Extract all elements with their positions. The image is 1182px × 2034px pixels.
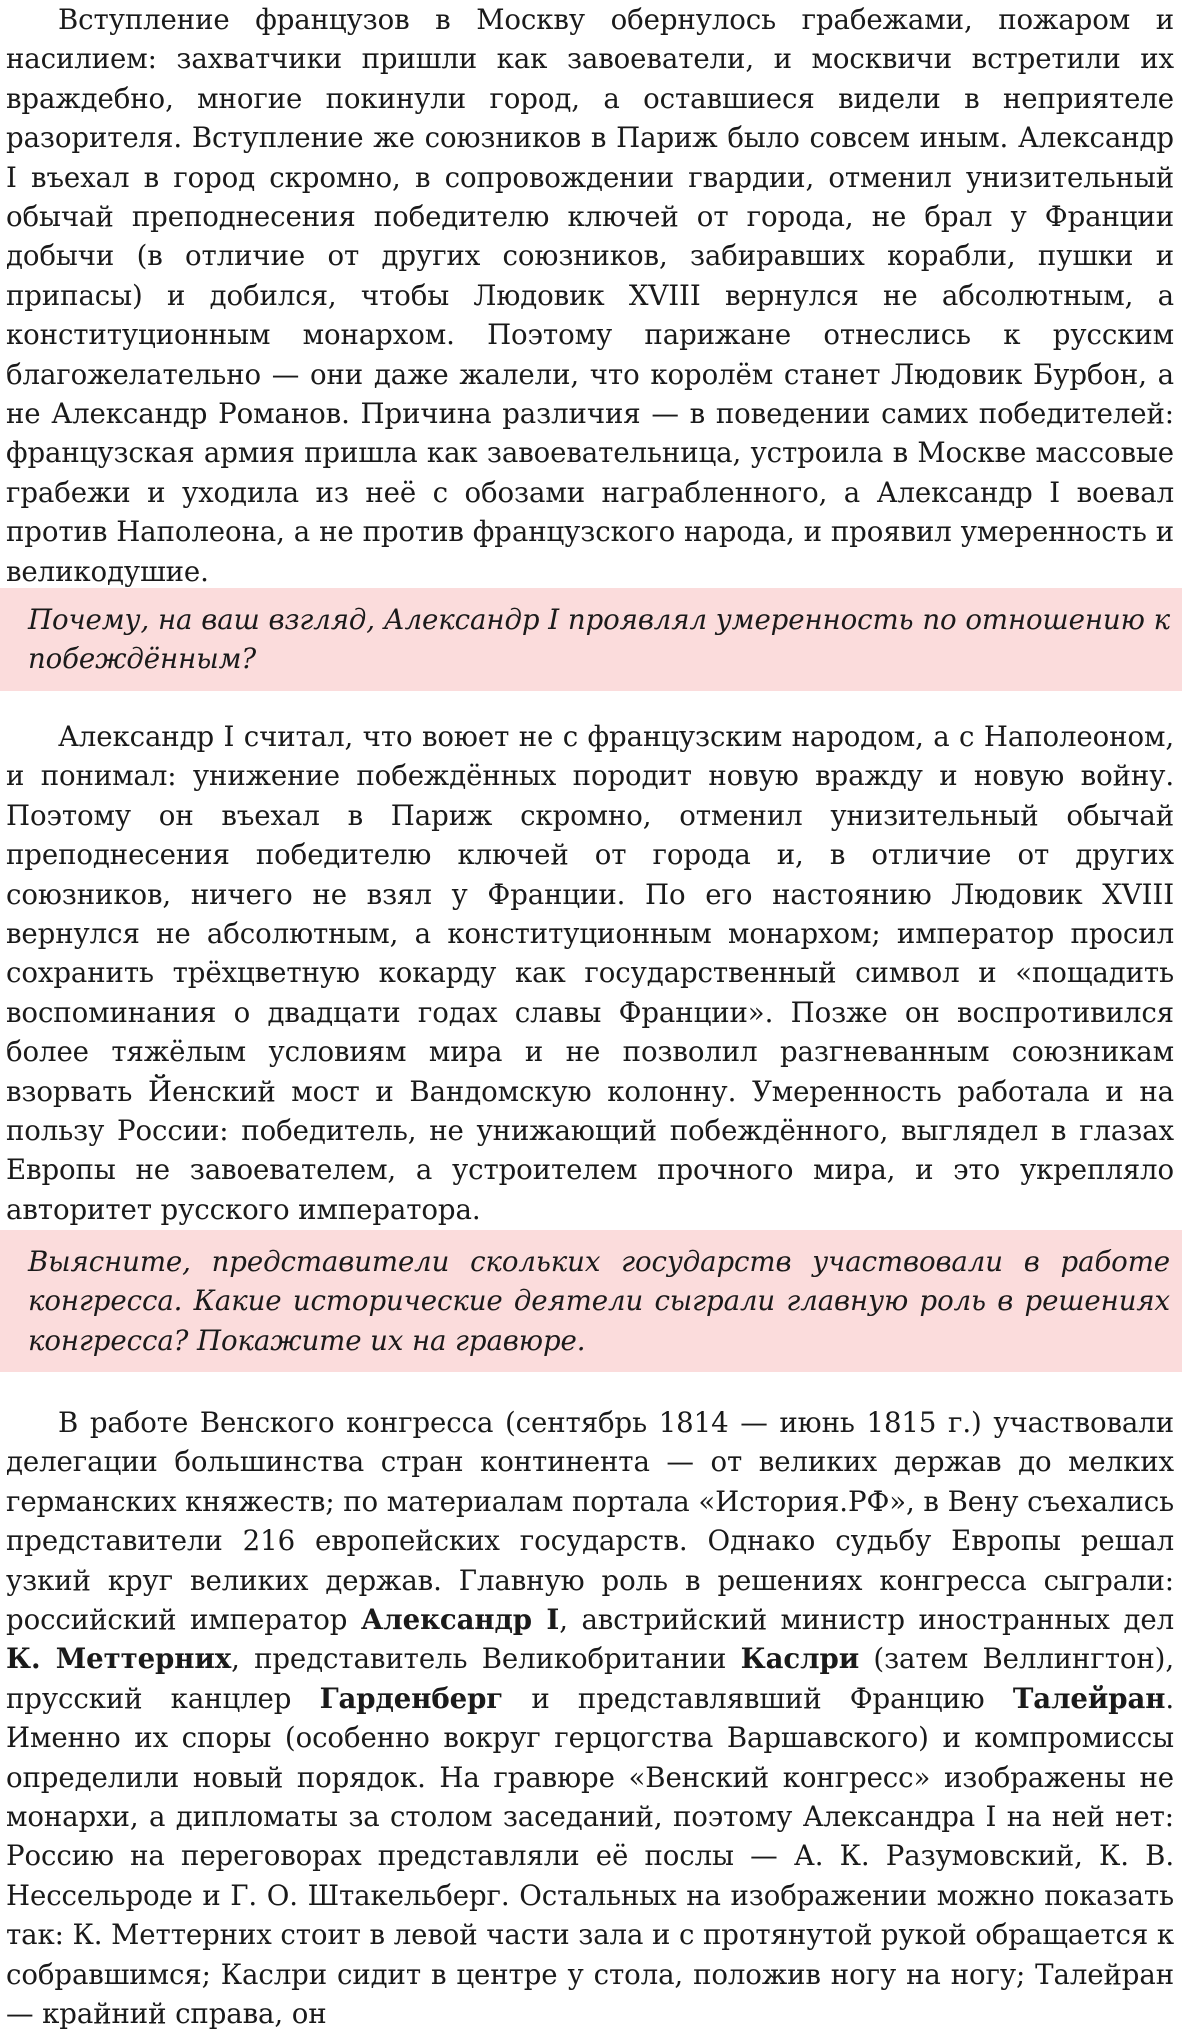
paragraph-text: , представитель Великобритании — [231, 1642, 741, 1676]
question-box-2: Выясните, представители скольких государств участвовали в работе конгресса. Какие исторические деятели сыграли главную роль в решениях конгресса? Покажите их на гравюре. — [0, 1230, 1182, 1372]
answer-paragraph-1: Вступление французов в Москву обернулось грабежами, пожаром и насилием: захватчики пришли как завоеватели, и москвичи встретили их враждебно, многие покинули город, а оставшиеся видели в неприятеле разорителя. Вступление же союзников в Париж было совсем иным. Александр I въехал в город скромно, в сопровождении гвардии, отменил унизительный обычай преподнесения победителю ключей от города, не брал у Франции добычи (в отличие от других союзников, забиравших корабли, пушки и припасы) и добился, чтобы Людовик XVIII вернулся не абсолютным, а конституционным монархом. Поэтому парижане отнеслись к русским благожелательно — они даже жалели, что королём станет Людовик Бурбон, а не Александр Романов. Причина различия — в поведении самих победителей: французская армия пришла как завоевательница, устроила в Москве массовые грабежи и уходила из неё с обозами награбленного, а Александр I воевал против Наполеона, а не против французского народа, и проявил умеренность и великодушие. — [6, 3, 1174, 588]
paragraph-text: , австрийский министр иностранных дел — [559, 1603, 1174, 1637]
highlighted-name: К. Меттерних — [6, 1642, 232, 1676]
highlighted-name: Талейран — [1012, 1681, 1166, 1715]
paragraph-text: и представлявший Францию — [503, 1681, 1013, 1715]
highlighted-name: Александр I — [360, 1603, 560, 1637]
paragraph-text: . Именно их споры (особенно вокруг герцогства Варшавского) и компромиссы определили новый порядок. На гравюре «Венский конгресс» изображены не монархи, а дипломаты за столом заседаний, поэтому Александра I на ней нет: Россию на переговорах представляли её послы — А. К. Разумовский, К. В. Нессельроде и Г. О. Штакельберг. Остальных на изображении можно показать так: К. Меттерних стоит в левой части зала и с протянутой рукой обращается к собравшимся; Каслри сидит в центре у стола, положив ногу на ногу; Талейран — крайний справа, он — [6, 1681, 1174, 2031]
paragraph-text: (затем Веллингтон), прусский канцлер — [6, 1642, 1174, 1715]
paragraph-text: В работе Венского конгресса (сентябрь 1814 — июнь 1815 г.) участвовали делегации большинства стран континента — от великих держав до мелких германских княжеств; по материалам портала «История.РФ», в Вену съехались представители 216 европейских государств. Однако судьбу Европы решал узкий круг великих держав. Главную роль в решениях конгресса сыграли: российский император — [6, 1406, 1174, 1637]
answer-paragraph-3 — [0, 1403, 1182, 2034]
highlighted-name: Каслри — [740, 1642, 860, 1676]
question-box-1: Почему, на ваш взгляд, Александр I проявлял умеренность по отношению к побеждённым? — [0, 588, 1182, 691]
answer-paragraph-2: Александр I считал, что воюет не с французским народом, а с Наполеоном, и понимал: унижение побеждённых породит новую вражду и новую войну. Поэтому он въехал в Париж скромно, отменил унизительный обычай преподнесения победителю ключей от города и, в отличие от других союзников, ничего не взял у Франции. По его настоянию Людовик XVIII вернулся не абсолютным, а конституционным монархом; император просил сохранить трёхцветную кокарду как государственный символ и «пощадить воспоминания о двадцати годах славы Франции». Позже он воспротивился более тяжёлым условиям мира и не позволил разгневанным союзникам взорвать Йенский мост и Вандомскую колонну. Умеренность работала и на пользу России: победитель, не унижающий побеждённого, выглядел в глазах Европы не завоевателем, а устроителем прочного мира, и это укрепляло авторитет русского императора. — [6, 720, 1174, 1226]
highlighted-name: Гарденберг — [319, 1681, 504, 1715]
